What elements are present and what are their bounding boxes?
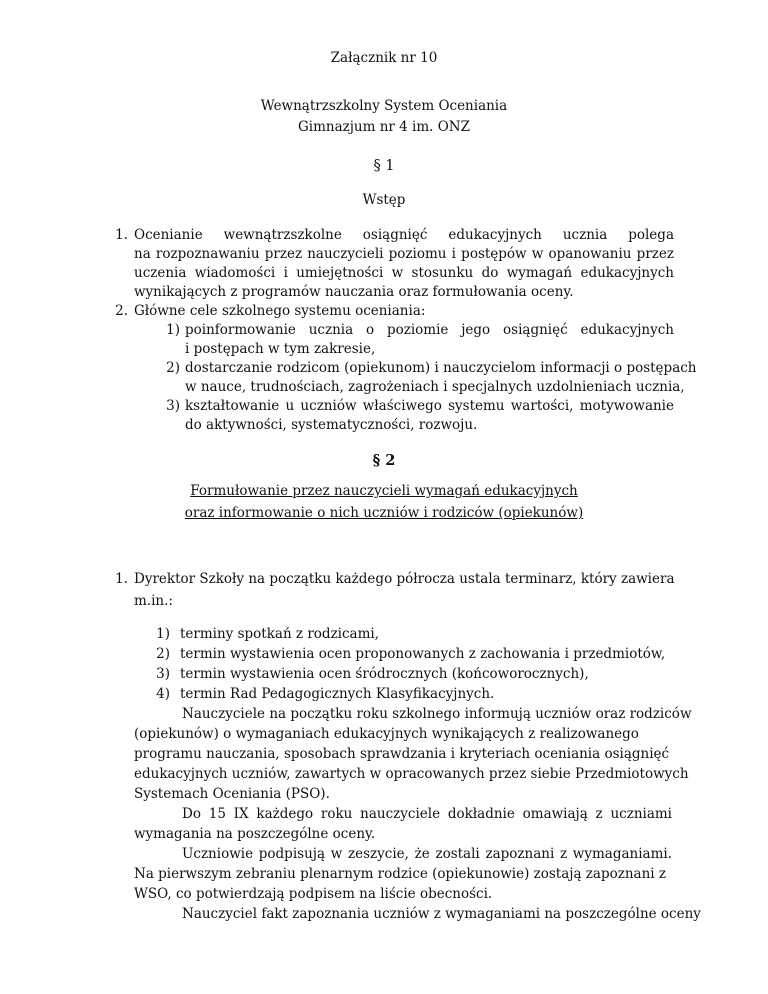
section-2-title-line: Formułowanie przez nauczycieli wymagań edukacyjnych xyxy=(190,483,578,499)
sub-item-line: dostarczanie rodzicom (opiekunom) i nauczycielom informacji o postępach xyxy=(185,360,697,376)
schedule-item-text: termin wystawienia ocen śródrocznych (końcoworocznych), xyxy=(180,666,589,682)
list-item-number: 1. xyxy=(115,571,128,587)
schedule-item-number: 1) xyxy=(156,626,170,642)
schedule-item-text: termin Rad Pedagogicznych Klasyfikacyjnych. xyxy=(180,686,495,702)
paragraph-line: programu nauczania, sposobach sprawdzania i kryteriach oceniania osiągnięć xyxy=(134,746,670,762)
schedule-item-text: terminy spotkań z rodzicami, xyxy=(180,626,380,642)
list-item-number: 2. xyxy=(115,303,128,319)
paragraph-line: Nauczyciele na początku roku szkolnego informują uczniów oraz rodziców xyxy=(182,706,692,722)
list-item-line: uczenia wiadomości i umiejętności w stosunku do wymagań edukacyjnych xyxy=(134,265,674,281)
paragraph-line: Do 15 IX każdego roku nauczyciele dokładnie omawiają z uczniami xyxy=(182,806,672,822)
section-1-mark: § 1 xyxy=(373,158,395,174)
paragraph-line: wymagania na poszczególne oceny. xyxy=(134,826,376,842)
sub-item-line: do aktywności, systematyczności, rozwoju. xyxy=(185,417,478,433)
paragraph-line: Na pierwszym zebraniu plenarnym rodzice (opiekunowie) zostają zapoznani z xyxy=(134,866,666,882)
section-1-title: Wstęp xyxy=(362,192,406,208)
list-item-number: 1. xyxy=(115,227,128,243)
paragraph-line: Uczniowie podpisują w zeszycie, że zostali zapoznani z wymaganiami. xyxy=(182,846,672,862)
paragraph-line: edukacyjnych uczniów, zawartych w opracowanych przez siebie Przedmiotowych xyxy=(134,766,689,782)
sub-item-line: w nauce, trudnościach, zagrożeniach i specjalnych uzdolnieniach ucznia, xyxy=(185,379,685,395)
list-item-line: m.in.: xyxy=(134,593,173,609)
list-item-line: Ocenianie wewnątrzszkolne osiągnięć edukacyjnych ucznia polega xyxy=(134,227,674,243)
schedule-item-number: 2) xyxy=(156,646,170,662)
list-item-line: na rozpoznawaniu przez nauczycieli poziomu i postępów w opanowaniu przez xyxy=(134,246,674,262)
sub-item-line: kształtowanie u uczniów właściwego systemu wartości, motywowanie xyxy=(185,398,674,414)
list-item-line: wynikających z programów nauczania oraz formułowania oceny. xyxy=(134,284,574,300)
sub-item-number: 2) xyxy=(166,360,180,376)
sub-item-number: 1) xyxy=(166,322,180,338)
section-2-title-line: oraz informowanie o nich uczniów i rodziców (opiekunów) xyxy=(184,505,584,521)
paragraph-line: (opiekunów) o wymaganiach edukacyjnych wynikających z realizowanego xyxy=(134,726,639,742)
sub-item-line: i postępach w tym zakresie, xyxy=(185,341,376,357)
sub-item-number: 3) xyxy=(166,398,180,414)
paragraph-line: WSO, co potwierdzają podpisem na liście obecności. xyxy=(134,886,493,902)
section-2-mark: § 2 xyxy=(372,452,396,469)
sub-item-line: poinformowanie ucznia o poziomie jego osiągnięć edukacyjnych xyxy=(185,322,674,338)
schedule-item-number: 3) xyxy=(156,666,170,682)
list-item-line: Dyrektor Szkoły na początku każdego półrocza ustala terminarz, który zawiera xyxy=(134,571,675,587)
school-name: Gimnazjum nr 4 im. ONZ xyxy=(297,119,470,135)
paragraph-line: Systemach Oceniania (PSO). xyxy=(134,786,330,802)
paragraph-line: Nauczyciel fakt zapoznania uczniów z wymaganiami na poszczególne oceny xyxy=(182,906,701,922)
document-title: Wewnątrzszkolny System Oceniania xyxy=(260,98,508,114)
list-item-line: Główne cele szkolnego systemu oceniania: xyxy=(134,303,426,319)
schedule-item-text: termin wystawienia ocen proponowanych z zachowania i przedmiotów, xyxy=(180,646,666,662)
schedule-item-number: 4) xyxy=(156,686,170,702)
attachment-label: Załącznik nr 10 xyxy=(330,50,438,66)
